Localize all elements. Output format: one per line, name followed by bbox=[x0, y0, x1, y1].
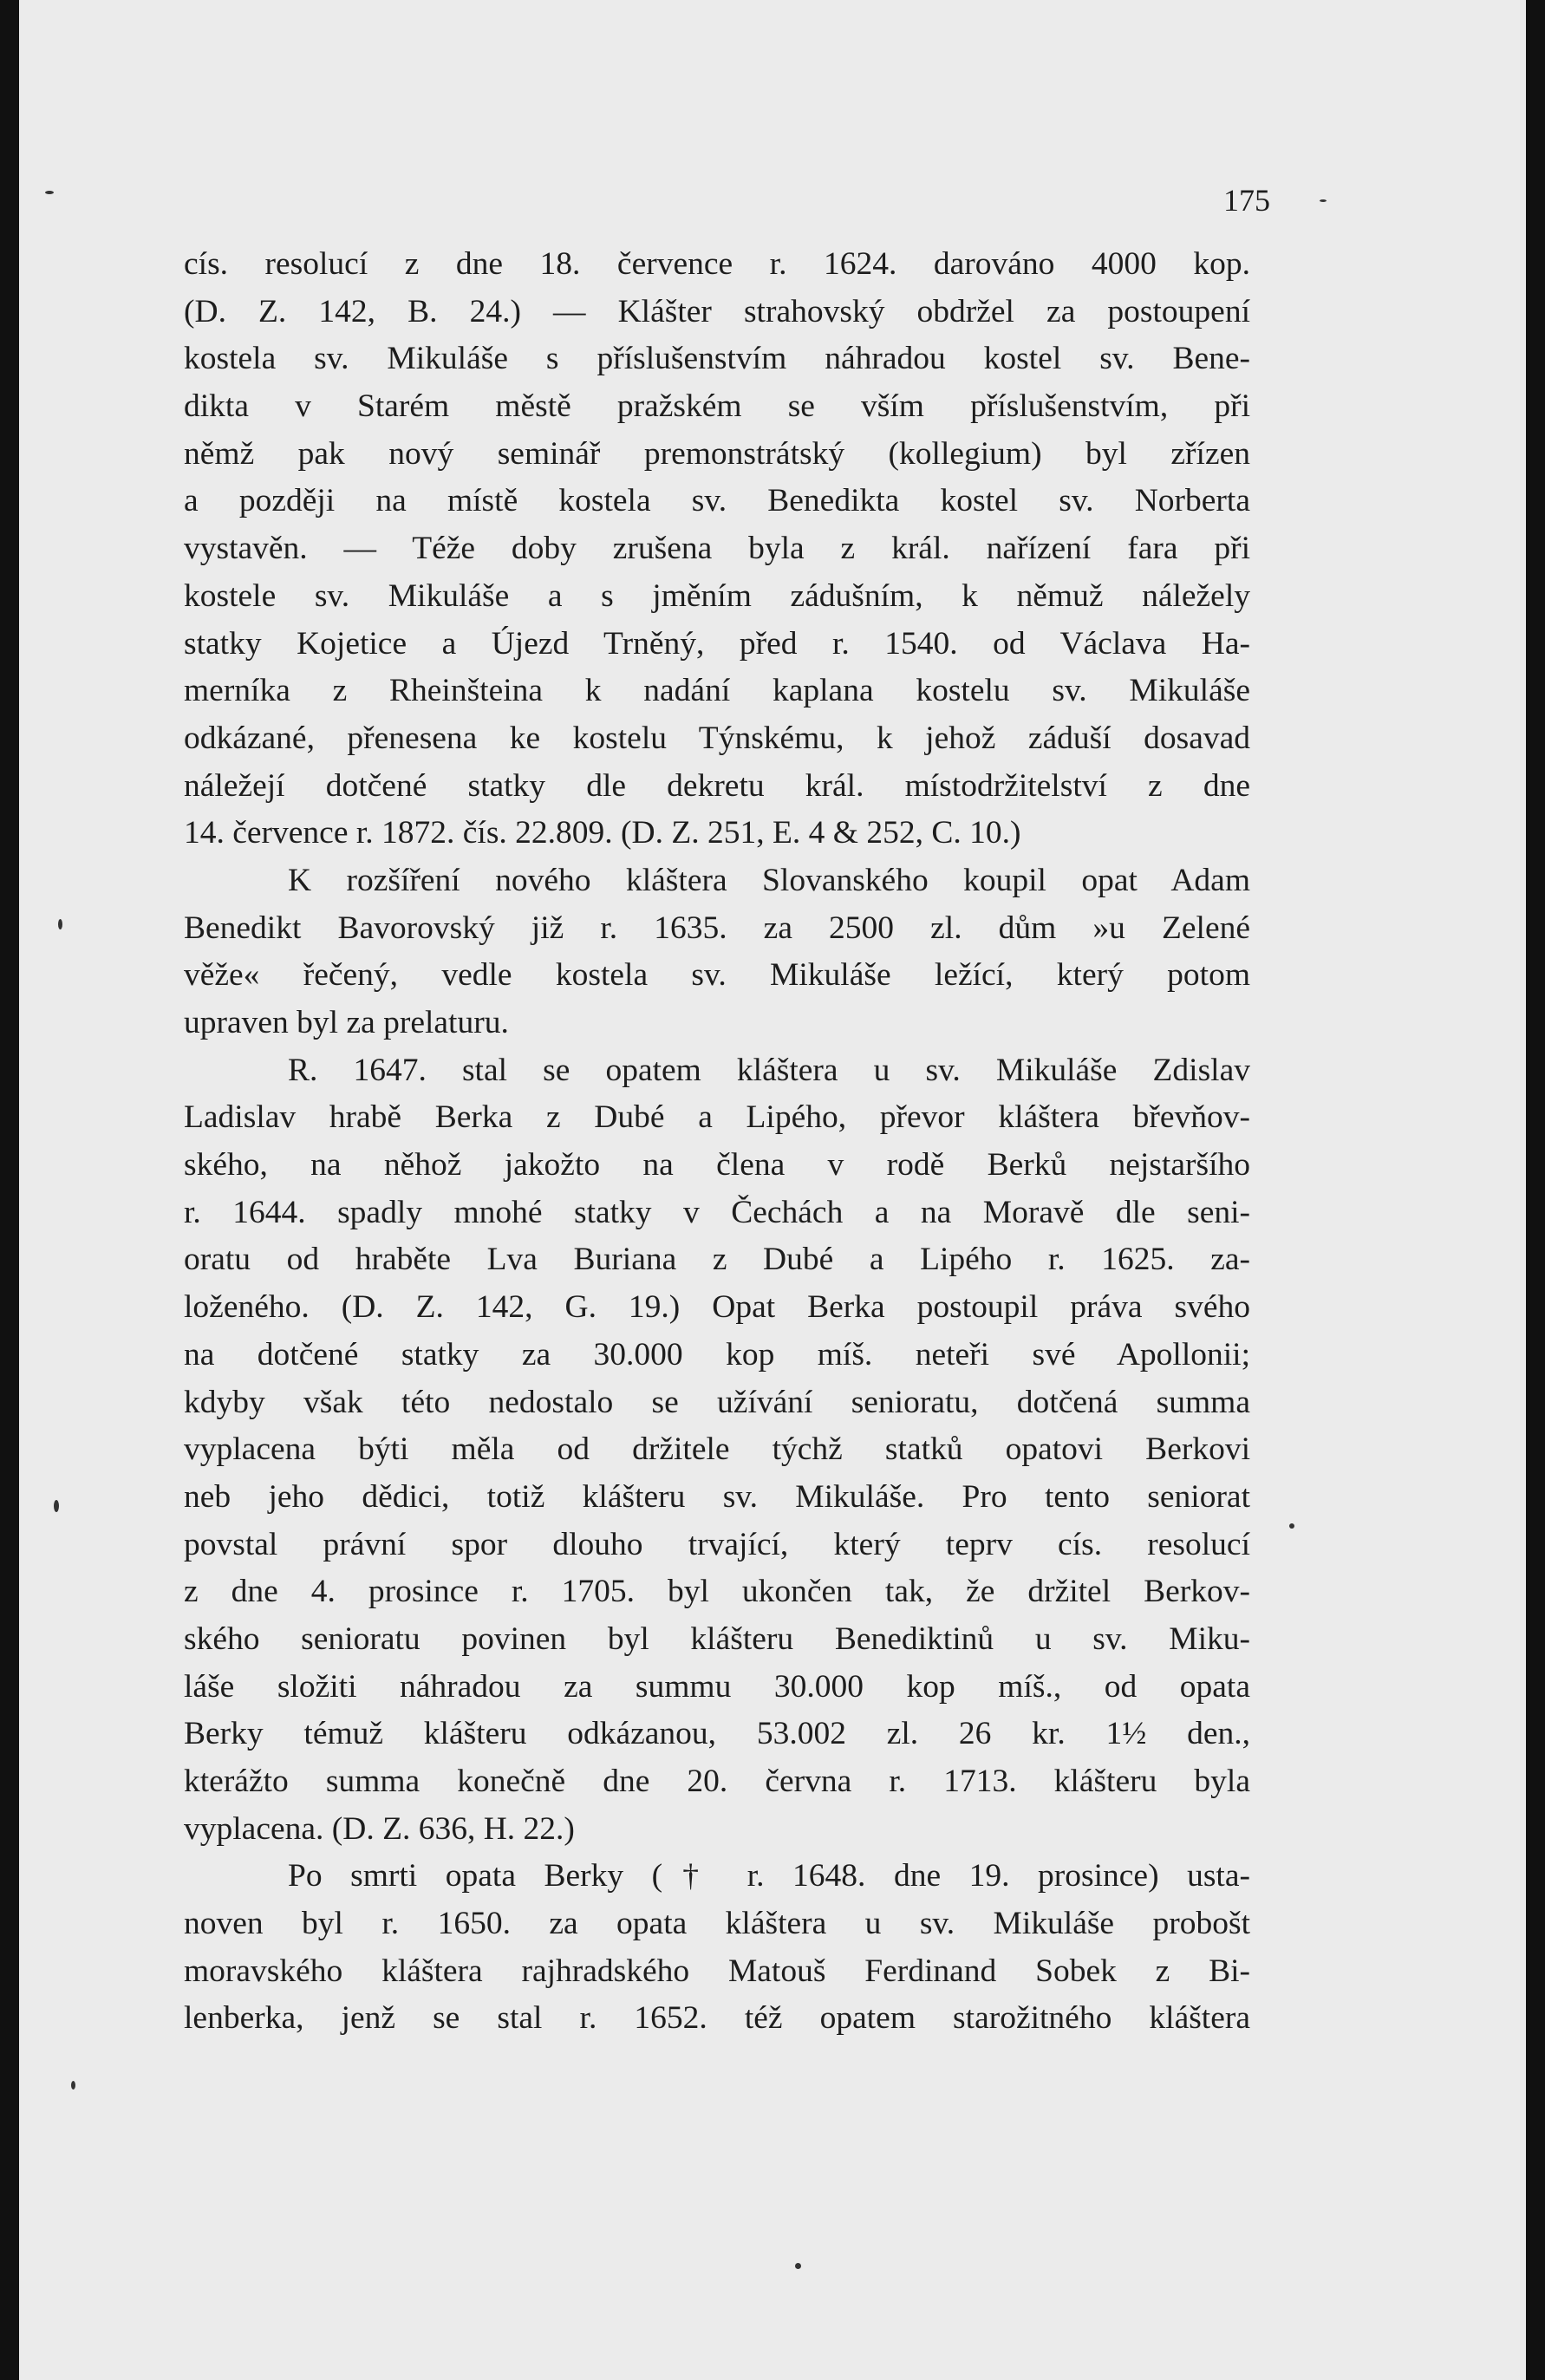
scan-speck bbox=[71, 2081, 75, 2090]
text-line: r. 1644. spadly mnohé statky v Čechách a na Moravě dle seni- bbox=[184, 1194, 1250, 1230]
text-line: cís. resolucí z dne 18. července r. 1624. darováno 4000 kop. bbox=[184, 246, 1250, 282]
text-line: kostele sv. Mikuláše a s jměním zádušním, k němuž náležely bbox=[184, 577, 1250, 614]
text-line: moravského kláštera rajhradského Matouš Ferdinand Sobek z Bi- bbox=[184, 1953, 1250, 1989]
text-line: kostela sv. Mikuláše s příslušenstvím náhradou kostel sv. Bene- bbox=[184, 341, 1250, 377]
book-page bbox=[19, 0, 1526, 2380]
text-line: (D. Z. 142, B. 24.) — Klášter strahovský obdržel za postoupení bbox=[184, 293, 1250, 329]
text-line: vystavěn. — Téže doby zrušena byla z král. nařízení fara při bbox=[184, 531, 1250, 567]
body-text bbox=[184, 241, 1250, 2043]
text-line: statky Kojetice a Újezd Trněný, před r. 1540. od Václava Ha- bbox=[184, 625, 1250, 662]
text-line: ského, na něhož jakožto na člena v rodě Berků nejstaršího bbox=[184, 1147, 1250, 1183]
text-line: kdyby však této nedostalo se užívání senioratu, dotčená summa bbox=[184, 1384, 1250, 1420]
text-line: neb jeho dědici, totiž klášteru sv. Mikuláše. Pro tento seniorat bbox=[184, 1478, 1250, 1515]
text-line: věže« řečený, vedle kostela sv. Mikuláše ležící, který potom bbox=[184, 957, 1250, 994]
scan-border-left bbox=[0, 0, 19, 2380]
text-line: vyplacena býti měla od držitele týchž statků opatovi Berkovi bbox=[184, 1431, 1250, 1468]
text-line: lenberka, jenž se stal r. 1652. též opatem starožitného kláštera bbox=[184, 2000, 1250, 2037]
text-line: ského senioratu povinen byl klášteru Benediktinů u sv. Miku- bbox=[184, 1620, 1250, 1657]
text-line: odkázané, přenesena ke kostelu Týnskému, k jehož záduší dosavad bbox=[184, 720, 1250, 756]
text-line: povstal právní spor dlouho trvající, který teprv cís. resolucí bbox=[184, 1526, 1250, 1562]
text-line: němž pak nový seminář premonstrátský (kollegium) byl zřízen bbox=[184, 435, 1250, 472]
scan-speck bbox=[54, 1500, 59, 1512]
scan-speck bbox=[58, 919, 62, 929]
text-line: vyplacena. (D. Z. 636, H. 22.) bbox=[184, 1810, 575, 1847]
text-line: merníka z Rheinšteina k nadání kaplana kostelu sv. Mikuláše bbox=[184, 673, 1250, 709]
text-line: z dne 4. prosince r. 1705. byl ukončen tak, že držitel Berkov- bbox=[184, 1574, 1250, 1610]
text-line: K rozšíření nového kláštera Slovanského koupil opat Adam bbox=[288, 862, 1250, 898]
text-line: upraven byl za prelaturu. bbox=[184, 1005, 509, 1040]
text-line: 14. července r. 1872. čís. 22.809. (D. Z. 251, E. 4 & 252, C. 10.) bbox=[184, 815, 1021, 851]
text-line: a později na místě kostela sv. Benedikta kostel sv. Norberta bbox=[184, 483, 1250, 519]
scan-speck bbox=[45, 191, 54, 194]
scan-speck bbox=[1320, 199, 1327, 202]
scan-border-right bbox=[1526, 0, 1545, 2380]
text-line: láše složiti náhradou za summu 30.000 kop míš., od opata bbox=[184, 1668, 1250, 1705]
text-line: noven byl r. 1650. za opata kláštera u sv. Mikuláše probošt bbox=[184, 1906, 1250, 1942]
text-line: na dotčené statky za 30.000 kop míš. neteři své Apollonii; bbox=[184, 1336, 1250, 1373]
text-line: loženého. (D. Z. 142, G. 19.) Opat Berka postoupil práva svého bbox=[184, 1289, 1250, 1326]
text-line: oratu od hraběte Lva Buriana z Dubé a Lipého r. 1625. za- bbox=[184, 1242, 1250, 1278]
scan-speck bbox=[1289, 1523, 1294, 1529]
text-line: Po smrti opata Berky († r. 1648. dne 19. prosince) usta- bbox=[288, 1858, 1250, 1894]
text-line: kterážto summa konečně dne 20. června r. 1713. klášteru byla bbox=[184, 1764, 1250, 1799]
scan-speck bbox=[795, 2263, 801, 2269]
text-line: Ladislav hrabě Berka z Dubé a Lipého, převor kláštera břevňov- bbox=[184, 1099, 1250, 1136]
text-line: náležejí dotčené statky dle dekretu král. místodržitelství z dne bbox=[184, 767, 1250, 804]
text-line: Benedikt Bavorovský již r. 1635. za 2500 zl. dům »u Zelené bbox=[184, 910, 1250, 946]
page-number: 175 bbox=[1223, 183, 1270, 218]
text-line: Berky témuž klášteru odkázanou, 53.002 zl. 26 kr. 1½ den., bbox=[184, 1716, 1250, 1752]
text-line: R. 1647. stal se opatem kláštera u sv. Mikuláše Zdislav bbox=[288, 1052, 1250, 1088]
text-line: dikta v Starém městě pražském se vším příslušenstvím, při bbox=[184, 388, 1250, 425]
